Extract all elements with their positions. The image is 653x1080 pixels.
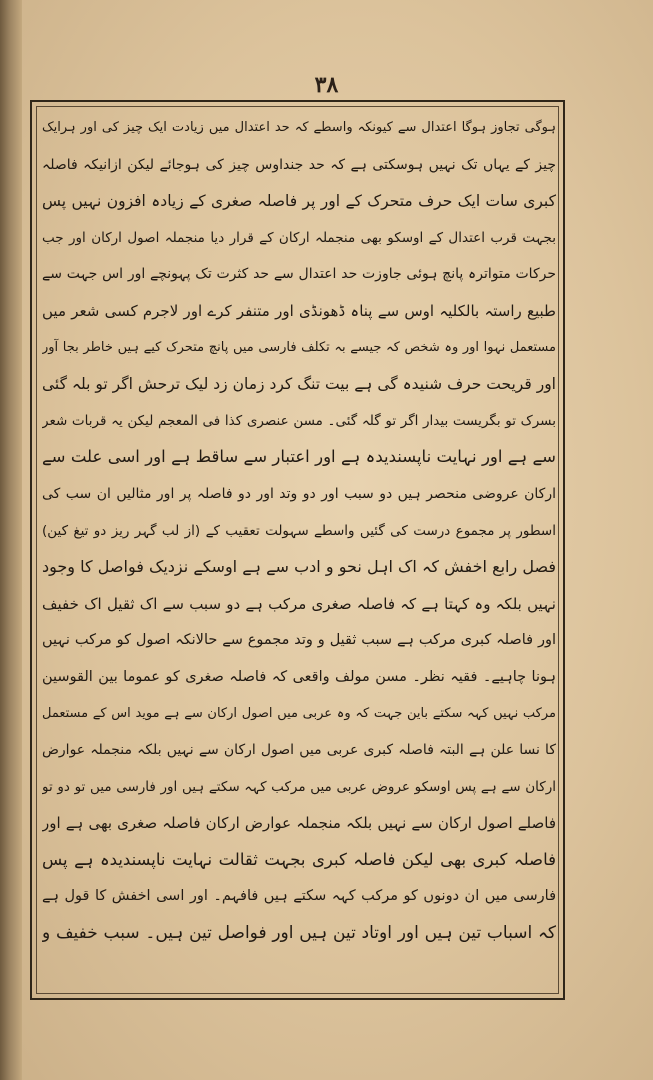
text-line-17: مرکب نہیں کہہ سکتے باین جہت کہ وہ عربی میں اصول ارکان سے ہے موید اس کے مستعمل (42, 705, 556, 721)
text-line-6: طبیع راستہ بالکلیہ اوس سے پناہ ڈھونڈی اور متنفر کرے اور لاجرم کسی شعر میں (42, 301, 556, 320)
text-line-20: فاصلے اصول ارکان سے نہیں بلکہ منجملہ عوارض ارکان فاصلہ صغری بھی ہے اور (42, 814, 556, 833)
text-line-12: اسطور پر مجموع درست کی گئیں واسطے سہولت تعقیب کے (از لب گہر ریز دو تیغ کین) (42, 522, 556, 539)
text-line-7: مستعمل نہوا اور وہ شخص کہ جیسے بہ تکلف فارسی میں پانچ متحرک کیے ہیں خاطر بجا آور (42, 339, 556, 355)
text-line-10: سے ہے اور نہایت ناپسندیدہ ہے اور اعتبار سے ساقط ہے اور اسی علت سے (42, 447, 556, 467)
book-binding-edge (0, 0, 22, 1080)
text-line-22: فارسی میں ان دونوں کو مرکب کہہ سکتے ہیں فافہم۔ اور اسی اخفش کا قول ہے (42, 888, 556, 905)
text-line-9: بسرک تو بگریست بیدار اگر تو گلہ گئی۔ مسن عنصری کذا فی المعجم لیکن یہ قربات شعر (42, 412, 556, 429)
urdu-text-block (42, 110, 556, 990)
text-line-19: ارکان سے ہے پس اوسکو عروض عربی میں مرکب کہہ سکتے ہیں اور فارسی میں تو دو تو (42, 778, 556, 795)
text-line-11: ارکان عروضی منحصر ہیں دو سبب اور دو وتد اور دو فاصلہ پر اور مثالیں ان سب کی (42, 485, 556, 502)
text-line-18: کا نسا علن ہے البتہ فاصلہ کبری عربی میں اصول ارکان سے نہیں بلکہ منجملہ عوارض (42, 742, 556, 759)
text-line-14: نہیں بلکہ وہ کہتا ہے کہ فاصلہ صغری مرکب ہے دو سبب سے اک ثقیل اک خفیف (42, 594, 556, 613)
text-line-21: فاصلہ کبری بھی لیکن فاصلہ کبری بجہت ثقالت نہایت ناپسندیدہ ہے پس (42, 849, 556, 869)
text-line-3: کبری سات ایک حرف متحرک کے اور پر فاصلہ صغری کے زیادہ افزون نہیں پس (42, 192, 556, 211)
text-line-16: ہونا چاہیے۔ فقیہ نظر۔ مسن مولف واقعی کہ فاصلہ صغری کو عموما بین القوسین (42, 668, 556, 685)
text-line-15: اور فاصلہ کبری مرکب ہے سبب ثقیل و وتد مجموع سے حالانکہ اصول کو مرکب نہیں (42, 632, 556, 649)
text-line-5: حرکات متواترہ پانچ ہوئی جاوزت حد اعتدال سے حد کثرت تک پہونچے اور اس جہت سے (42, 266, 556, 283)
page-number: ۳۸ (314, 72, 339, 98)
text-line-4: بجہت قرب اعتدال کے اوسکو بھی منجملہ ارکان کے قرار دیا منجملہ اصول ارکان اور جب (42, 229, 556, 246)
text-line-1: ہوگی تجاوز ہوگا اعتدال سے کیونکہ واسطے کہ حد اعتدال میں زیادت ایک چیز کی اور ہرایک (42, 120, 556, 135)
text-line-23: کہ اسباب تین ہیں اور اوتاد تین ہیں اور فواصل تین ہیں۔ سبب خفیف و (42, 923, 556, 944)
text-line-8: اور قریحت حرف شنیدہ گی ہے بیت تنگ کرد زمان زد لیک ترحش اگر تو بلہ گئی (42, 375, 556, 394)
text-line-13: فصل رابع اخفش کہ اک اہل نحو و ادب سے ہے اوسکے نزدیک فواصل کا وجود (42, 557, 556, 577)
text-line-2: چیز کے یہاں تک نہیں ہوسکتی ہے کہ حد جنداوس چیز کی ہوجائے لیکن ازانیکہ فاصلہ (42, 156, 556, 173)
